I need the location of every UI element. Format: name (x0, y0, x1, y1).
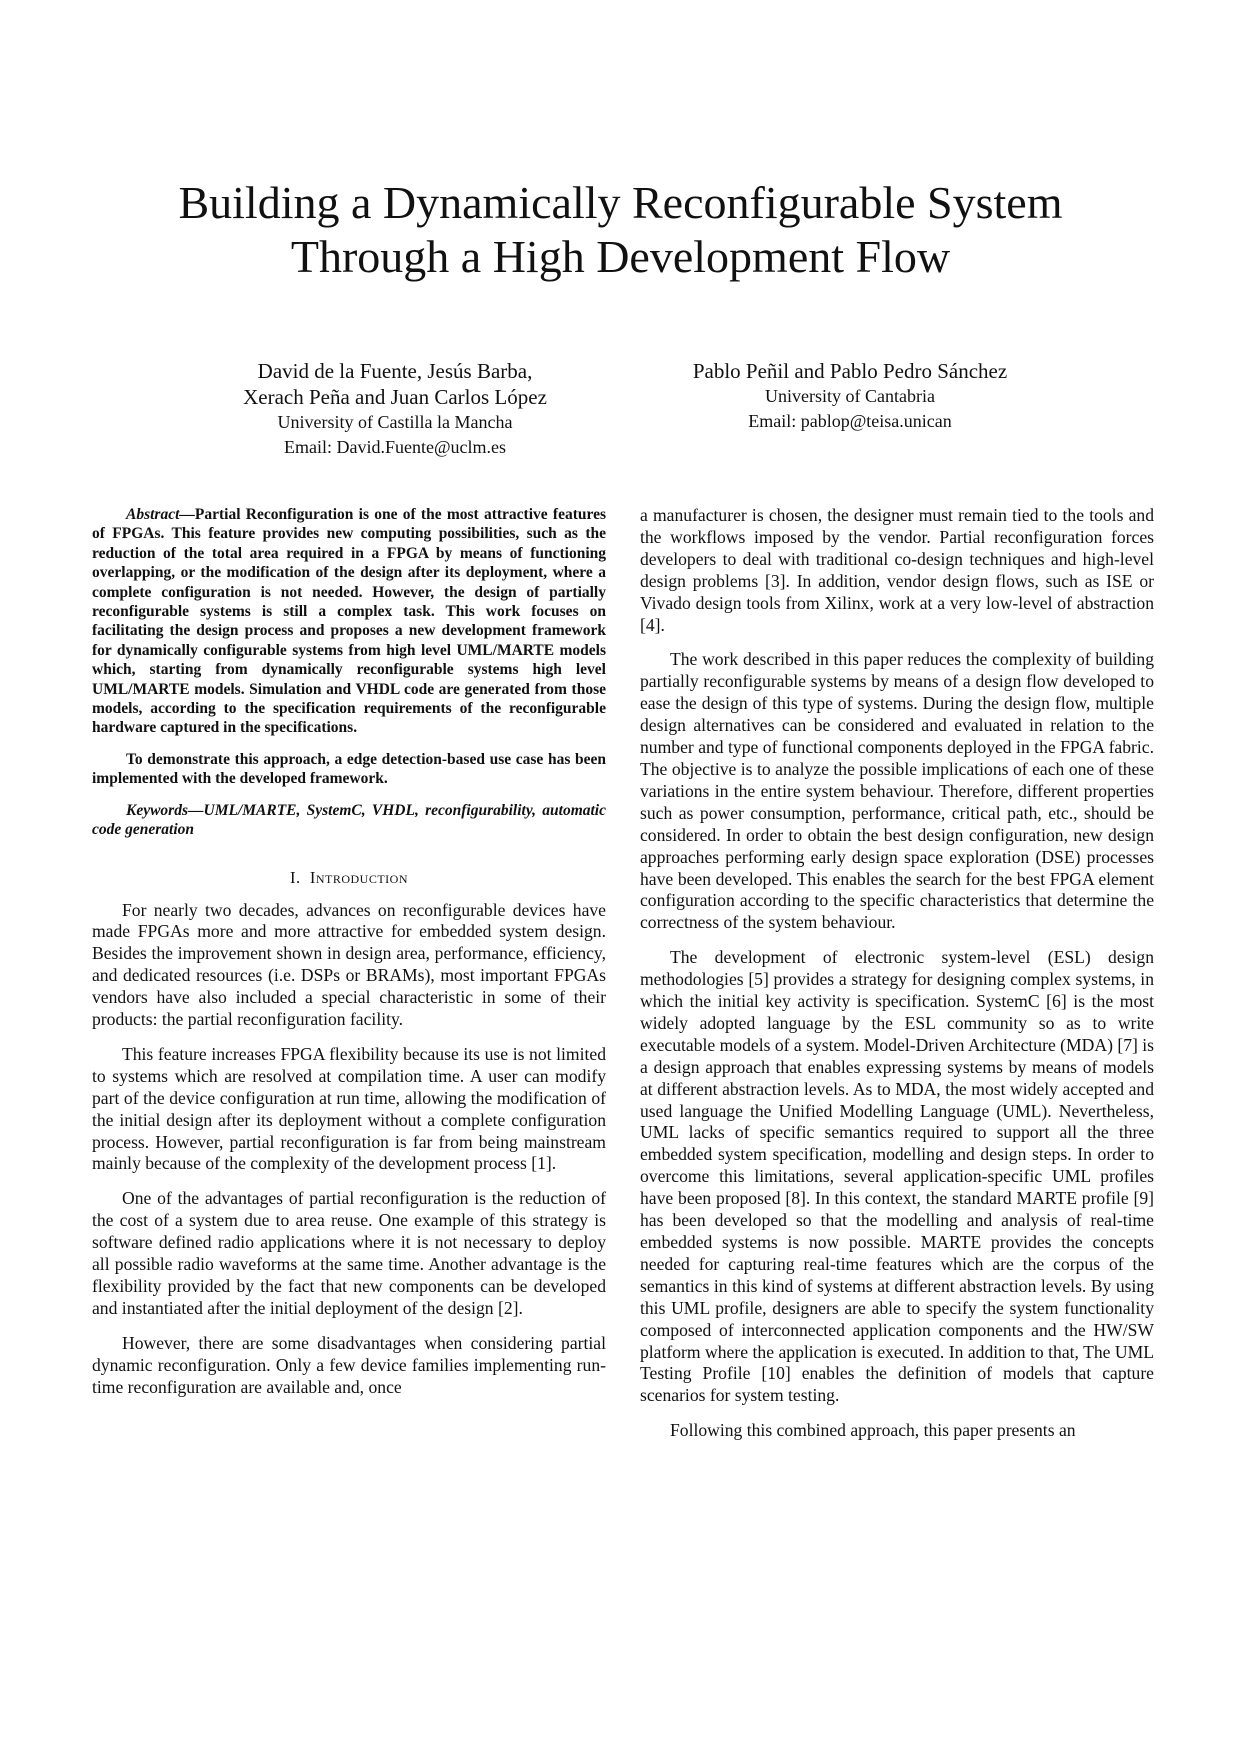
author-email: Email: David.Fuente@uclm.es (283, 437, 507, 457)
introduction-body (92, 900, 606, 1399)
author-affiliation: University of Cantabria (765, 386, 935, 406)
abstract-paragraph-2: To demonstrate this approach, a edge detection-based use case has been implemented with the developed framework. (92, 750, 606, 788)
title-line-2: Through a High Development Flow (290, 231, 951, 282)
author-email: Email: pablop@teisa.unican (748, 411, 952, 431)
section-title: Introduction (309, 867, 409, 887)
right-paragraph-1: The work described in this paper reduces the complexity of building partially reconfigurable systems by means of a design flow developed to ease the design of this type of systems. During the design flow, multiple design alternatives can be considered and evaluated in relation to the number and type of functional components deployed in the FPGA fabric. The objective is to analyze the possible implications of each one of these variations in the entire system behaviour. Therefore, different properties such as power consumption, performance, critical path, etc., should be considered. In order to obtain the best design configuration, new design approaches performing early design space exploration (DSE) processes have been developed. This enables the search for the best FPGA element configuration according to the specific characteristics that determine the correctness of the system behaviour. (640, 649, 1154, 933)
right-column (640, 505, 1154, 1442)
intro-paragraph-2: This feature increases FPGA flexibility because its use is not limited to systems which are resolved at compilation time. A user can modify part of the device configuration at run time, allowing the modification of the initial design after its deployment without a complete configuration process. However, partial reconfiguration is far from being mainstream mainly because of the complexity of the development process [1]. (92, 1043, 606, 1174)
continued-paragraph: a manufacturer is chosen, the designer must remain tied to the tools and the workflows imposed by the vendor. Partial reconfiguration forces developers to deal with traditional co-design techniques and high-level design problems [3]. In addition, vendor design flows, such as ISE or Vivado design tools from Xilinx, work at a very low-level of abstraction [4]. (640, 505, 1154, 635)
title-line-1: Building a Dynamically Reconfigurable System (178, 177, 1063, 228)
abstract-text-1: Partial Reconfiguration is one of the most attractive features of FPGAs. This feature provides new computing possibilities, such as the reduction of the total area required in a FPGA by means of functioning overlapping, or the modification of the design after its deployment, where a complete configuration is not needed. However, the design of partially reconfigurable systems is still a complex task. This work focuses on facilitating the design process and proposes a new development framework for dynamically configurable systems from high level UML/MARTE models which, starting from dynamically reconfigurable systems high level UML/MARTE models. Simulation and VHDL code are generated from those models, according to the specification requirements of the reconfigurable hardware captured in the specifications. (92, 506, 606, 737)
author-names-line-2: Xerach Peña and Juan Carlos López (243, 385, 547, 409)
author-block-right (650, 358, 1050, 434)
right-paragraph-2: The development of electronic system-level (ESL) design methodologies [5] provides a strategy for designing complex systems, in which the initial key activity is specification. SystemC [6] is the most widely adopted language by the ESL community so as to write executable models of a system. Model-Driven Architecture (MDA) [7] is a design approach that enables expressing systems by means of models at different abstraction levels. As to MDA, the most widely accepted and used language the Unified Modelling Language (UML). Nevertheless, UML lacks of specific semantics required to support all the three embedded system specification, modelling and design steps. In order to overcome this limitations, several application-specific UML profiles have been proposed [8]. In this context, the standard MARTE profile [9] has been developed so that the modelling and analysis of real-time embedded systems is now possible. MARTE provides the concepts needed for capturing real-time features which are the corpus of the semantics in this kind of systems at different abstraction levels. By using this UML profile, designers are able to specify the system functionality composed of interconnected application components and the HW/SW platform where the application is executed. In addition to that, The UML Testing Profile [10] enables the definition of models that capture scenarios for system testing. (640, 947, 1154, 1406)
keywords: Keywords—UML/MARTE, SystemC, VHDL, reconfigurability, automatic code generation (92, 801, 606, 839)
abstract-paragraph-1 (92, 505, 606, 738)
author-affiliation: University of Castilla la Mancha (277, 412, 513, 432)
abstract (92, 505, 606, 840)
section-heading-introduction (92, 868, 606, 888)
paper-title (0, 176, 1241, 284)
left-column (92, 505, 606, 1399)
intro-paragraph-4: However, there are some disadvantages when considering partial dynamic reconfiguration. Only a few device families implementing run-time reconfiguration are available and, once (92, 1332, 606, 1397)
section-number: I. (289, 867, 301, 887)
right-paragraph-3: Following this combined approach, this paper presents an (670, 1420, 1076, 1441)
intro-paragraph-3: One of the advantages of partial reconfiguration is the reduction of the cost of a system due to area reuse. One example of this strategy is software defined radio applications where it is not necessary to deploy all possible radio waveforms at the same time. Another advantage is the flexibility provided by the fact that new components can be developed and instantiated after the initial deployment of the design [2]. (92, 1188, 606, 1318)
author-names-line-1: David de la Fuente, Jesús Barba, (257, 359, 533, 383)
author-names-line-1: Pablo Peñil and Pablo Pedro Sánchez (692, 359, 1008, 383)
intro-paragraph-1: For nearly two decades, advances on reconfigurable devices have made FPGAs more and more attractive for embedded system design. Besides the improvement shown in design area, performance, efficiency, and dedicated resources (i.e. DSPs or BRAMs), most important FPGAs vendors have also included a special characteristic in some of their products: the partial reconfiguration facility. (92, 899, 606, 1030)
abstract-label: Abstract— (126, 506, 195, 523)
author-block-left (195, 358, 595, 460)
